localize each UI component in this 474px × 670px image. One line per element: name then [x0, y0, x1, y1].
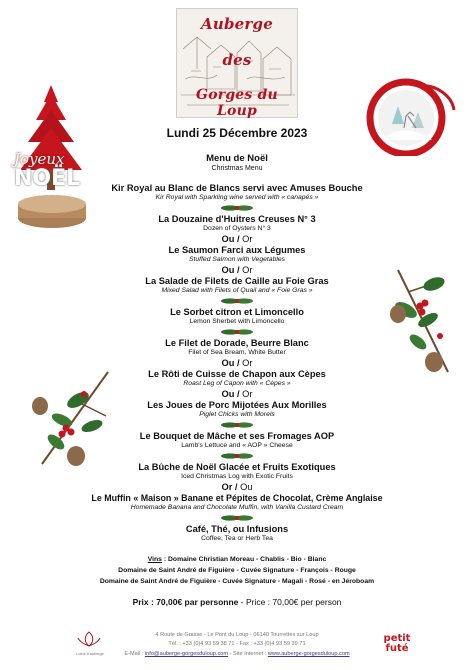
holly-separator-icon — [218, 422, 256, 428]
menu-title-en: Christmas Menu — [211, 165, 263, 172]
dish-coffee-en: Coffee, Tea or Herb Tea — [201, 535, 273, 542]
logo-line-1: Auberge — [201, 15, 273, 33]
sign-line-2: NOËL — [14, 166, 81, 191]
lotus-logo-text: Lotus à auberge — [76, 652, 104, 656]
price-en: - Price : 70,00€ per person — [238, 597, 342, 607]
or-en: Or — [242, 389, 253, 399]
dish-coffee: Café, Thé, ou Infusions — [185, 524, 289, 534]
dish-quail-salad: La Salade de Filets de Caille au Foie Gras — [145, 276, 329, 286]
logo-line-2: des — [222, 51, 252, 69]
petit-fute-logo: petit futé — [383, 633, 411, 654]
dish-salmon-en: Stuffed Salmon with Vegetables — [188, 256, 286, 263]
dish-oysters-en: Dozen of Oysters N° 3 — [203, 225, 271, 232]
dish-kir-royal: Kir Royal au Blanc de Blancs servi avec Amuses Bouche — [111, 183, 363, 193]
dish-sorbet: Le Sorbet citron et Limoncello — [170, 307, 304, 317]
dish-muffin: Le Muffin « Maison » Banane et Pépites de Chocolat, Crème Anglaise — [91, 493, 383, 503]
website-link[interactable]: www.auberge-gorgesduloup.com — [267, 651, 350, 657]
holly-separator-icon — [218, 515, 256, 521]
holly-separator-icon — [218, 298, 256, 304]
dish-quail-salad-en: Mixed Salad with Filets of Quail and « Foie Gras » — [161, 287, 313, 294]
dish-salmon: Le Saumon Farci aux Légumes — [168, 245, 306, 255]
holly-separator-icon — [218, 329, 256, 335]
dish-oysters: La Douzaine d'Huitres Creuses N° 3 — [158, 214, 316, 224]
email-link[interactable]: info@auberge-gorgesduloup.com — [144, 651, 229, 657]
or-separator — [0, 234, 474, 244]
dish-sea-bream: Le Filet de Dorade, Beurre Blanc — [165, 338, 309, 348]
wine-label: Vins — [147, 556, 162, 563]
dish-cheese: Le Bouquet de Mâche et ses Fromages AOP — [139, 431, 335, 441]
dish-kir-royal-en: Kir Royal with Sparkling wine served with « canapés » — [155, 194, 319, 201]
web-label: - Site Internet : — [228, 651, 268, 657]
dish-sea-bream-en: Filet of Sea Bream, White Butter — [188, 349, 286, 356]
holly-separator-icon — [218, 205, 256, 211]
footer-address: 4 Route de Grasse - Le Pont du Loup - 06140 Tourrettes sur Loup — [155, 632, 319, 638]
dish-capon: Le Rôti de Cuisse de Chapon aux Cèpes — [148, 369, 326, 379]
dish-cheese-en: Lamb's Lettuce and « AOP » Cheese — [181, 442, 293, 449]
dish-sorbet-en: Lemon Sherbet with Limoncello — [189, 318, 285, 325]
or-en: Ou — [240, 482, 253, 492]
dish-muffin-en: Homemade Banana and Chocolate Muffin, with Vanilla Custard Cream — [130, 504, 344, 511]
wine-line-1 — [0, 556, 474, 563]
or-en: Or — [242, 358, 253, 368]
dish-pork-cheeks-en: Piglet Chicks with Morels — [199, 411, 275, 418]
sign-line-1: Joyeux — [14, 150, 65, 168]
ornament-ball-icon — [356, 70, 462, 156]
or-separator — [0, 482, 474, 492]
or-fr: Ou / — [221, 234, 243, 244]
wine-line-3: Domaine de Saint André de Figuière - Cuvée Signature - Magali - Rosé - en Jéroboam — [99, 578, 375, 585]
or-en: Or — [242, 265, 253, 275]
logo-line-3: Gorges du Loup — [196, 87, 278, 119]
dish-pork-cheeks: Les Joues de Porc Mijotées Aux Morilles — [147, 400, 327, 410]
auberge-logo — [176, 8, 298, 118]
or-en: Or — [242, 234, 253, 244]
or-separator — [0, 265, 474, 275]
or-fr: Or / — [221, 482, 241, 492]
price-fr: Prix : 70,00€ par personne — [132, 597, 239, 607]
dish-capon-en: Roast Leg of Capon with « Cèpes » — [183, 380, 291, 387]
email-label: E-Mail : — [124, 651, 145, 657]
holly-separator-icon — [218, 453, 256, 459]
or-fr: Ou / — [221, 389, 243, 399]
wine-line-2: Domaine de Saint André de Figuière - Cuvée Signature - François - Rouge — [118, 567, 356, 574]
wine-1: : Domaine Christian Moreau - Chablis - Bio - Blanc — [161, 556, 327, 563]
dish-buche-en: Iced Christmas Log with Exotic Fruits — [181, 473, 293, 480]
or-separator — [0, 358, 474, 368]
or-fr: Ou / — [221, 265, 243, 275]
menu-date: Lundi 25 Décembre 2023 — [166, 126, 308, 140]
price-line — [0, 597, 474, 607]
or-fr: Ou / — [221, 358, 243, 368]
dish-buche: La Bûche de Noël Glacée et Fruits Exotiques — [138, 462, 336, 472]
footer-phone: Tél. : +33 (0)4 93 59 38 71 - Fax : +33 (0)4 93 59 39 71 — [168, 641, 306, 647]
or-separator — [0, 389, 474, 399]
menu-title: Menu de Noël — [206, 153, 268, 164]
